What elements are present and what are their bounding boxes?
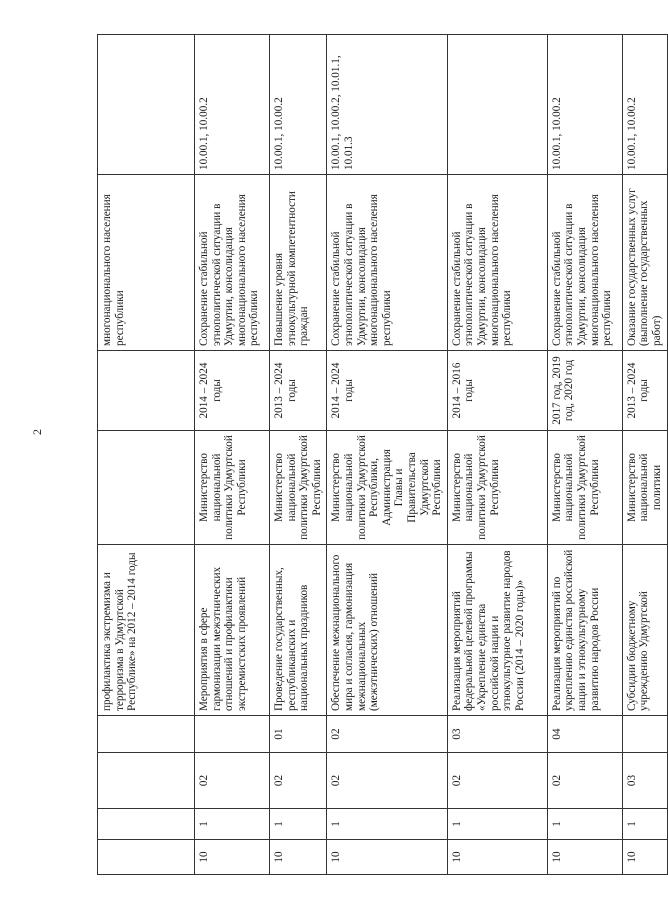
table-row — [547, 35, 622, 875]
cell-period: 2014 – 2024 годы — [195, 351, 270, 431]
cell-name: Реализация мероприятий по укреплению единства российской нации и этнокультурному развитию народов России — [547, 545, 622, 716]
cell-om: 02 — [327, 753, 447, 809]
table-row — [270, 35, 327, 875]
cell-indicators: 10.00.1, 10.00.2, 10.01.1, 10.01.3 — [327, 35, 447, 175]
table-row — [447, 35, 547, 875]
table-row — [195, 35, 270, 875]
cell-executor: Министерство национальной политики Удмуртской Республики — [270, 431, 327, 545]
cell-executor: Министерство национальной политики Удмуртской Республики, Администрация Главы и Правительства Удмуртской Республики — [327, 431, 447, 545]
cell-gp: 10 — [447, 840, 547, 875]
cell-m: 01 — [270, 716, 327, 753]
cell-result: Сохранение стабильной этнополитической ситуации в Удмуртии, консолидация многонационального населения республики — [327, 175, 447, 351]
cell-indicators — [447, 35, 547, 175]
cell-pp: 1 — [327, 809, 447, 840]
cell-m — [622, 716, 667, 753]
cell-gp: 10 — [622, 840, 667, 875]
program-table-rotated — [97, 35, 663, 875]
cell-period: 2013 – 2024 годы — [622, 351, 667, 431]
cell-executor: Министерство национальной политики Удмуртской Республики — [195, 431, 270, 545]
cell-gp: 10 — [270, 840, 327, 875]
cell-name: Обеспечение межнационального мира и согласия, гармонизация межнациональных (межэтнических) отношений — [327, 545, 447, 716]
cell-pp: 1 — [447, 809, 547, 840]
cell-indicators: 10.00.1, 10.00.2 — [547, 35, 622, 175]
cell-indicators: 10.00.1, 10.00.2 — [270, 35, 327, 175]
cell-name: Мероприятия в сфере гармонизации межэтнических отношений и профилактики экстремистских проявлений — [195, 545, 270, 716]
table-row — [622, 35, 667, 875]
cell-pp: 1 — [195, 809, 270, 840]
cell-om: 02 — [270, 753, 327, 809]
cell-executor: Министерство национальной политики Удмуртской Республики — [447, 431, 547, 545]
cell-name: Проведение государственных, республиканских и национальных праздников — [270, 545, 327, 716]
cell-result: Сохранение стабильной этнополитической ситуации в Удмуртии, консолидация многонационального населения республики — [547, 175, 622, 351]
cell-executor: Министерство национальной политики — [622, 431, 667, 545]
cell-period: 2014 – 2016 годы — [447, 351, 547, 431]
cell-result: Повышение уровня этнокультурной компетентности граждан — [270, 175, 327, 351]
cell-period: 2013 – 2024 годы — [270, 351, 327, 431]
cell-gp — [98, 840, 195, 875]
page-number: 2 — [30, 429, 44, 435]
table-row — [98, 35, 195, 875]
program-table — [97, 34, 668, 875]
cell-pp: 1 — [270, 809, 327, 840]
cell-result: Сохранение стабильной этнополитической ситуации в Удмуртии, консолидация многонационального населения республики — [195, 175, 270, 351]
cell-result: Сохранение стабильной этнополитической ситуации в Удмуртии, консолидация многонационального населения республики — [447, 175, 547, 351]
cell-indicators: 10.00.1, 10.00.2 — [195, 35, 270, 175]
cell-pp: 1 — [547, 809, 622, 840]
cell-gp: 10 — [327, 840, 447, 875]
cell-m — [195, 716, 270, 753]
cell-gp: 10 — [195, 840, 270, 875]
cell-m — [98, 716, 195, 753]
cell-result: многонационального населения республики — [98, 175, 195, 351]
cell-pp — [98, 809, 195, 840]
cell-period — [98, 351, 195, 431]
cell-name: Реализация мероприятий федеральной целевой программы «Укрепление единства российской нации и этнокультурное развитие народов России (2014 – 2020 годы)» — [447, 545, 547, 716]
cell-om: 02 — [547, 753, 622, 809]
cell-om — [98, 753, 195, 809]
cell-om: 02 — [447, 753, 547, 809]
cell-om: 02 — [195, 753, 270, 809]
cell-period: 2014 – 2024 годы — [327, 351, 447, 431]
cell-executor — [98, 431, 195, 545]
cell-name: Субсидии бюджетному учреждению Удмуртской — [622, 545, 667, 716]
cell-m: 04 — [547, 716, 622, 753]
cell-indicators: 10.00.1, 10.00.2 — [622, 35, 667, 175]
cell-pp: 1 — [622, 809, 667, 840]
cell-indicators — [98, 35, 195, 175]
cell-period: 2017 год, 2019 год, 2020 год — [547, 351, 622, 431]
table-row — [327, 35, 447, 875]
cell-executor: Министерство национальной политики Удмуртской Республики — [547, 431, 622, 545]
cell-om: 03 — [622, 753, 667, 809]
cell-m: 02 — [327, 716, 447, 753]
cell-m: 03 — [447, 716, 547, 753]
cell-name: профилактика экстремизма и терроризма в Удмуртской Республике» на 2012 – 2014 годы — [98, 545, 195, 716]
cell-gp: 10 — [547, 840, 622, 875]
cell-result: Оказание государственных услуг (выполнение государственных работ) — [622, 175, 667, 351]
